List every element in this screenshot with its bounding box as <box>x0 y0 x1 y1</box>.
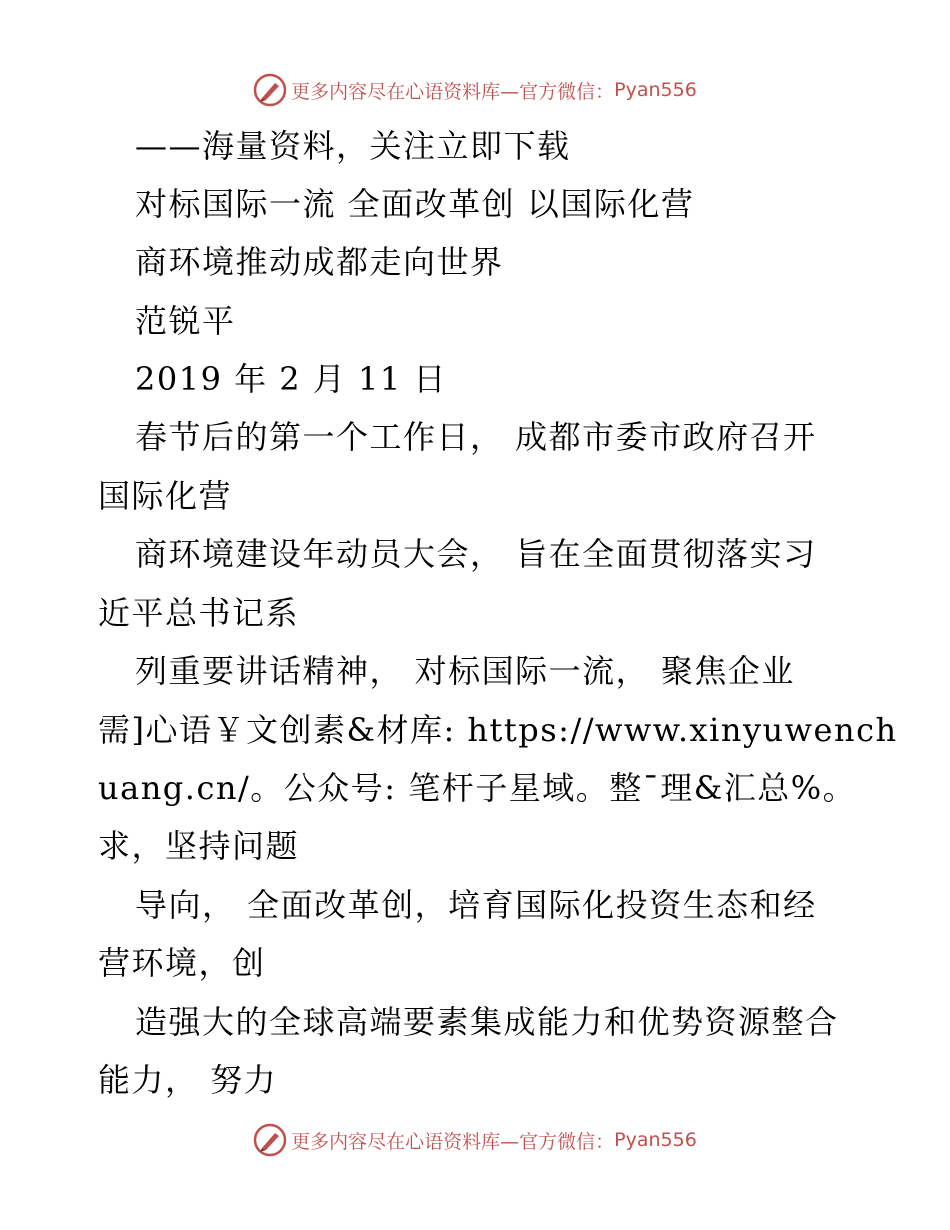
banner-text: 更多内容尽在心语资料库—官方微信： <box>291 80 615 103</box>
pen-logo-icon <box>253 1123 287 1157</box>
text-line: 导向， 全面改革创，培育国际化投资生态和经 <box>135 886 817 924</box>
text-line: 商环境推动成都走向世界 <box>135 243 504 281</box>
text-line: 求，坚持问题 <box>98 827 300 865</box>
text-line: 对标国际一流 全面改革创 以国际化营 <box>135 185 695 223</box>
text-line: 范锐平 <box>135 302 236 340</box>
header-banner <box>0 70 950 110</box>
pen-logo-icon <box>253 73 287 107</box>
text-line: 商环境建设年动员大会， 旨在全面贯彻落实习 <box>135 535 817 573</box>
banner-text: 更多内容尽在心语资料库—官方微信： <box>291 1130 615 1153</box>
text-line: 造强大的全球高端要素集成能力和优势资源整合 <box>135 1003 839 1041</box>
text-line: 春节后的第一个工作日， 成都市委市政府召开 <box>135 418 817 456</box>
text-line: 营环境，创 <box>98 944 266 982</box>
text-line: ——海量资料，关注立即下载 <box>135 127 571 165</box>
text-line: 列重要讲话精神， 对标国际一流， 聚焦企业 <box>135 652 795 690</box>
text-line: 需]心语￥文创素&材库: https://www.xinyuwench <box>98 711 898 749</box>
text-line: 能力， 努力 <box>98 1061 278 1099</box>
text-line: 国际化营 <box>98 477 233 515</box>
banner-wechat-id: Pyan556 <box>614 1129 697 1151</box>
text-line: uang.cn/。公众号: 笔杆子星域。整¯理&汇总%。 <box>98 769 857 807</box>
text-line: 2019 年 2 月 11 日 <box>135 360 447 398</box>
footer-banner <box>0 1120 950 1160</box>
text-line: 近平总书记系 <box>98 594 300 632</box>
banner-wechat-id: Pyan556 <box>614 79 697 101</box>
